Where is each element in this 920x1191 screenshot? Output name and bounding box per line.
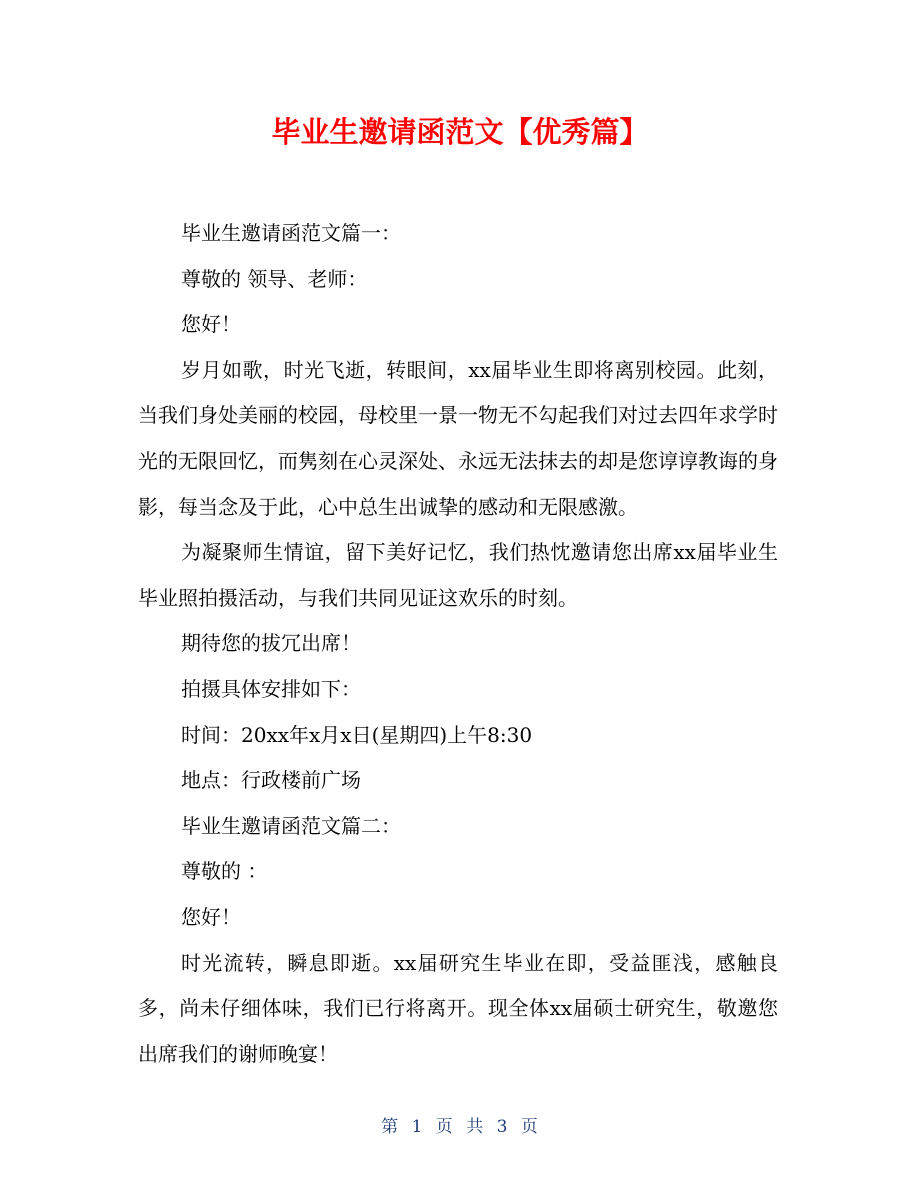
paragraph-body: 拍摄具体安排如下：: [181, 676, 361, 701]
paragraph-greeting: 您好！: [181, 312, 241, 337]
paragraph-body: 为凝聚师生情谊，留下美好记忆，我们热忱邀请您出席xx届毕业生毕业照拍摄活动，与我们共同见证这欢乐的时刻。: [138, 540, 778, 610]
paragraph-greeting: 您好！: [181, 904, 241, 929]
footer-total-unit: 页: [520, 1117, 539, 1137]
footer-total-pages: 3: [496, 1117, 509, 1137]
paragraph-salutation: 尊敬的 领导、老师：: [181, 266, 368, 291]
paragraph-location: 地点：行政楼前广场: [181, 768, 361, 793]
page-footer: [0, 1112, 920, 1137]
document-title: 毕业生邀请函范文【优秀篇】: [271, 115, 649, 149]
paragraph-salutation: 尊敬的 ：: [181, 859, 268, 884]
footer-page-label: 第: [381, 1117, 400, 1137]
footer-page-unit: 页: [435, 1117, 454, 1137]
footer-total-label: 共: [466, 1117, 485, 1137]
paragraph-body: 时光流转，瞬息即逝。xx届研究生毕业在即，受益匪浅，感触良多，尚未仔细体味，我们已行将离开。现全体xx届硕士研究生，敬邀您出席我们的谢师晚宴！: [138, 950, 778, 1066]
paragraph-heading-part-one: 毕业生邀请函范文篇一：: [181, 221, 401, 245]
footer-current-page: 1: [411, 1117, 424, 1137]
paragraph-heading-part-two: 毕业生邀请函范文篇二：: [181, 813, 401, 838]
paragraph-time: 时间：20xx年x月x日(星期四)上午8:30: [181, 722, 533, 747]
paragraph-body: 岁月如歌，时光飞逝，转眼间，xx届毕业生即将离别校园。此刻，当我们身处美丽的校园，母校里一景一物无不勾起我们对过去四年求学时光的无限回忆，而隽刻在心灵深处、永远无法抹去的却是您谆谆教诲的身影，每当念及于此，心中总生出诚挚的感动和无限感激。: [138, 357, 778, 519]
document-body: [138, 211, 778, 1077]
paragraph-body: 期待您的拔冗出席！: [181, 631, 361, 656]
